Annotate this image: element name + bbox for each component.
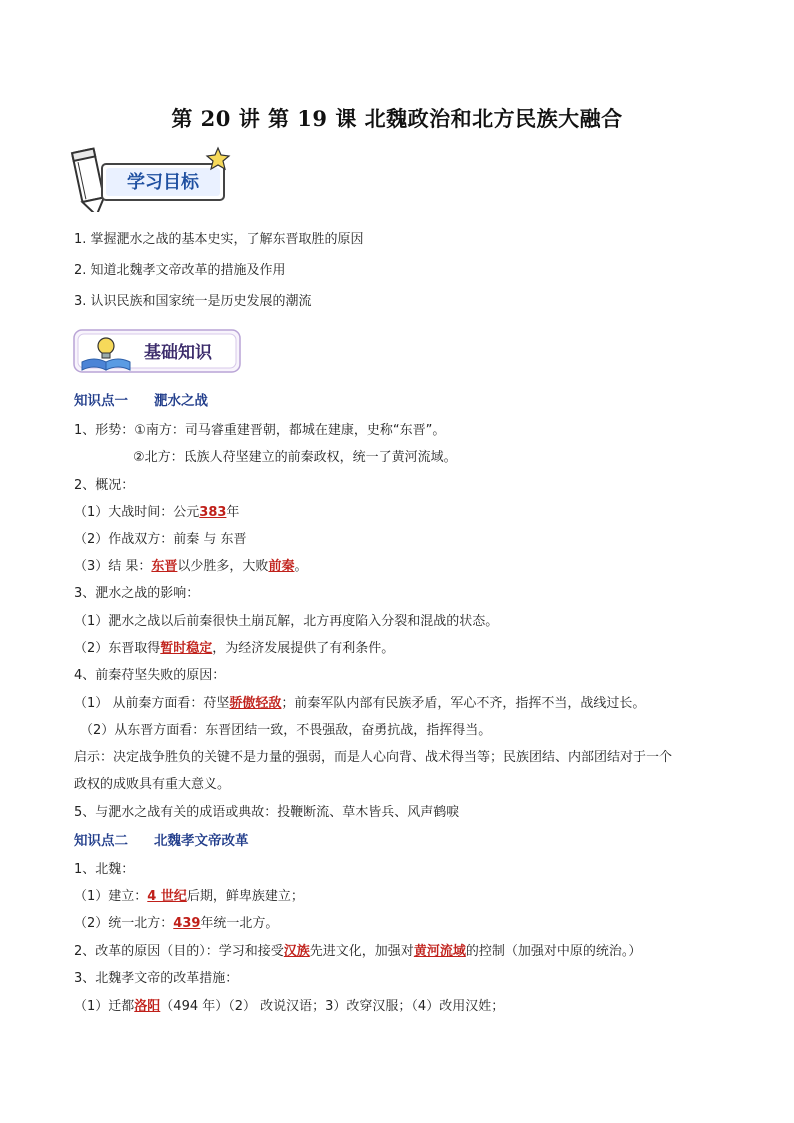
page-title: 第 20 讲 第 19 课 北魏政治和北方民族大融合 (171, 106, 623, 131)
section-number: 知识点二 (74, 833, 128, 849)
text-line: （2）作战双方：前秦 与 东晋 (74, 532, 247, 547)
text-line: （1）淝水之战以后前秦很快土崩瓦解，北方再度陷入分裂和混战的状态。 (74, 614, 499, 629)
text-line: （1）建立：4 世纪后期，鲜卑族建立； (74, 889, 304, 904)
answer-blank: 黄河流域 (413, 944, 466, 959)
answer-blank: 东晋 (151, 559, 178, 574)
basics-banner-text: 基础知识 (144, 343, 212, 363)
answer-blank: 暂时稳定 (160, 641, 213, 656)
answer-blank: 汉族 (283, 944, 310, 959)
goal-item: 3. 认识民族和国家统一是历史发展的潮流 (74, 294, 312, 309)
text-line: 1、北魏： (74, 862, 135, 877)
text-line: 2、概况： (74, 478, 135, 493)
text-line: 5、与淝水之战有关的成语或典故：投鞭断流、草木皆兵、风声鹤唳 (74, 805, 460, 820)
text-line: 1、形势：①南方：司马睿重建晋朝，都城在建康，史称“东晋”。 (74, 423, 446, 438)
answer-blank: 439 (173, 916, 201, 931)
goals-banner-text: 学习目标 (127, 172, 199, 193)
text-line: （1）大战时间：公元383年 (74, 505, 240, 520)
text-line: 启示：决定战争胜负的关键不是力量的强弱，而是人心向背、战术得当等；民族团结、内部团结对于一个 (74, 750, 673, 765)
goal-item: 2. 知道北魏孝文帝改革的措施及作用 (74, 263, 286, 278)
answer-blank: 4 世纪 (147, 889, 187, 904)
answer-blank: 前秦 (268, 559, 295, 574)
text-line: （1） 从前秦方面看：苻坚骄傲轻敌；前秦军队内部有民族矛盾，军心不齐，指挥不当，战线过长。 (74, 696, 646, 711)
text-line: ②北方：氐族人苻坚建立的前秦政权，统一了黄河流域。 (133, 450, 457, 465)
section-topic: 淝水之战 (154, 393, 208, 409)
section-number: 知识点一 (74, 393, 128, 409)
answer-blank: 骄傲轻敌 (229, 696, 282, 711)
basics-banner (72, 326, 247, 378)
text-line: （2）统一北方：439年统一北方。 (74, 916, 279, 931)
text-line: 2、改革的原因（目的）：学习和接受汉族先进文化，加强对黄河流域的控制（加强对中原的统治。） (74, 944, 642, 959)
text-line: （2）东晋取得暂时稳定，为经济发展提供了有利条件。 (74, 641, 395, 656)
goals-banner (68, 140, 238, 212)
text-line: 3、北魏孝文帝的改革措施： (74, 971, 239, 986)
answer-blank: 洛阳 (134, 999, 161, 1014)
text-line: 4、前秦苻坚失败的原因： (74, 668, 226, 683)
section-heading-1 (74, 393, 208, 409)
section-heading-2 (74, 833, 249, 849)
answer-blank: 383 (199, 505, 227, 520)
pencil-banner-icon (68, 140, 238, 212)
text-line: 3、淝水之战的影响： (74, 586, 200, 601)
text-line: （1）迁都洛阳（494 年）（2） 改说汉语；3）改穿汉服；（4）改用汉姓； (74, 999, 505, 1014)
text-line: 政权的成败具有重大意义。 (74, 777, 231, 792)
text-line: （3）结 果：东晋以少胜多，大败前秦。 (74, 559, 308, 574)
book-bulb-banner-icon (72, 326, 247, 378)
text-line: （2）从东晋方面看：东晋团结一致，不畏强敌，奋勇抗战，指挥得当。 (80, 723, 492, 738)
section-topic: 北魏孝文帝改革 (154, 833, 249, 849)
goal-item: 1. 掌握淝水之战的基本史实，了解东晋取胜的原因 (74, 232, 364, 247)
